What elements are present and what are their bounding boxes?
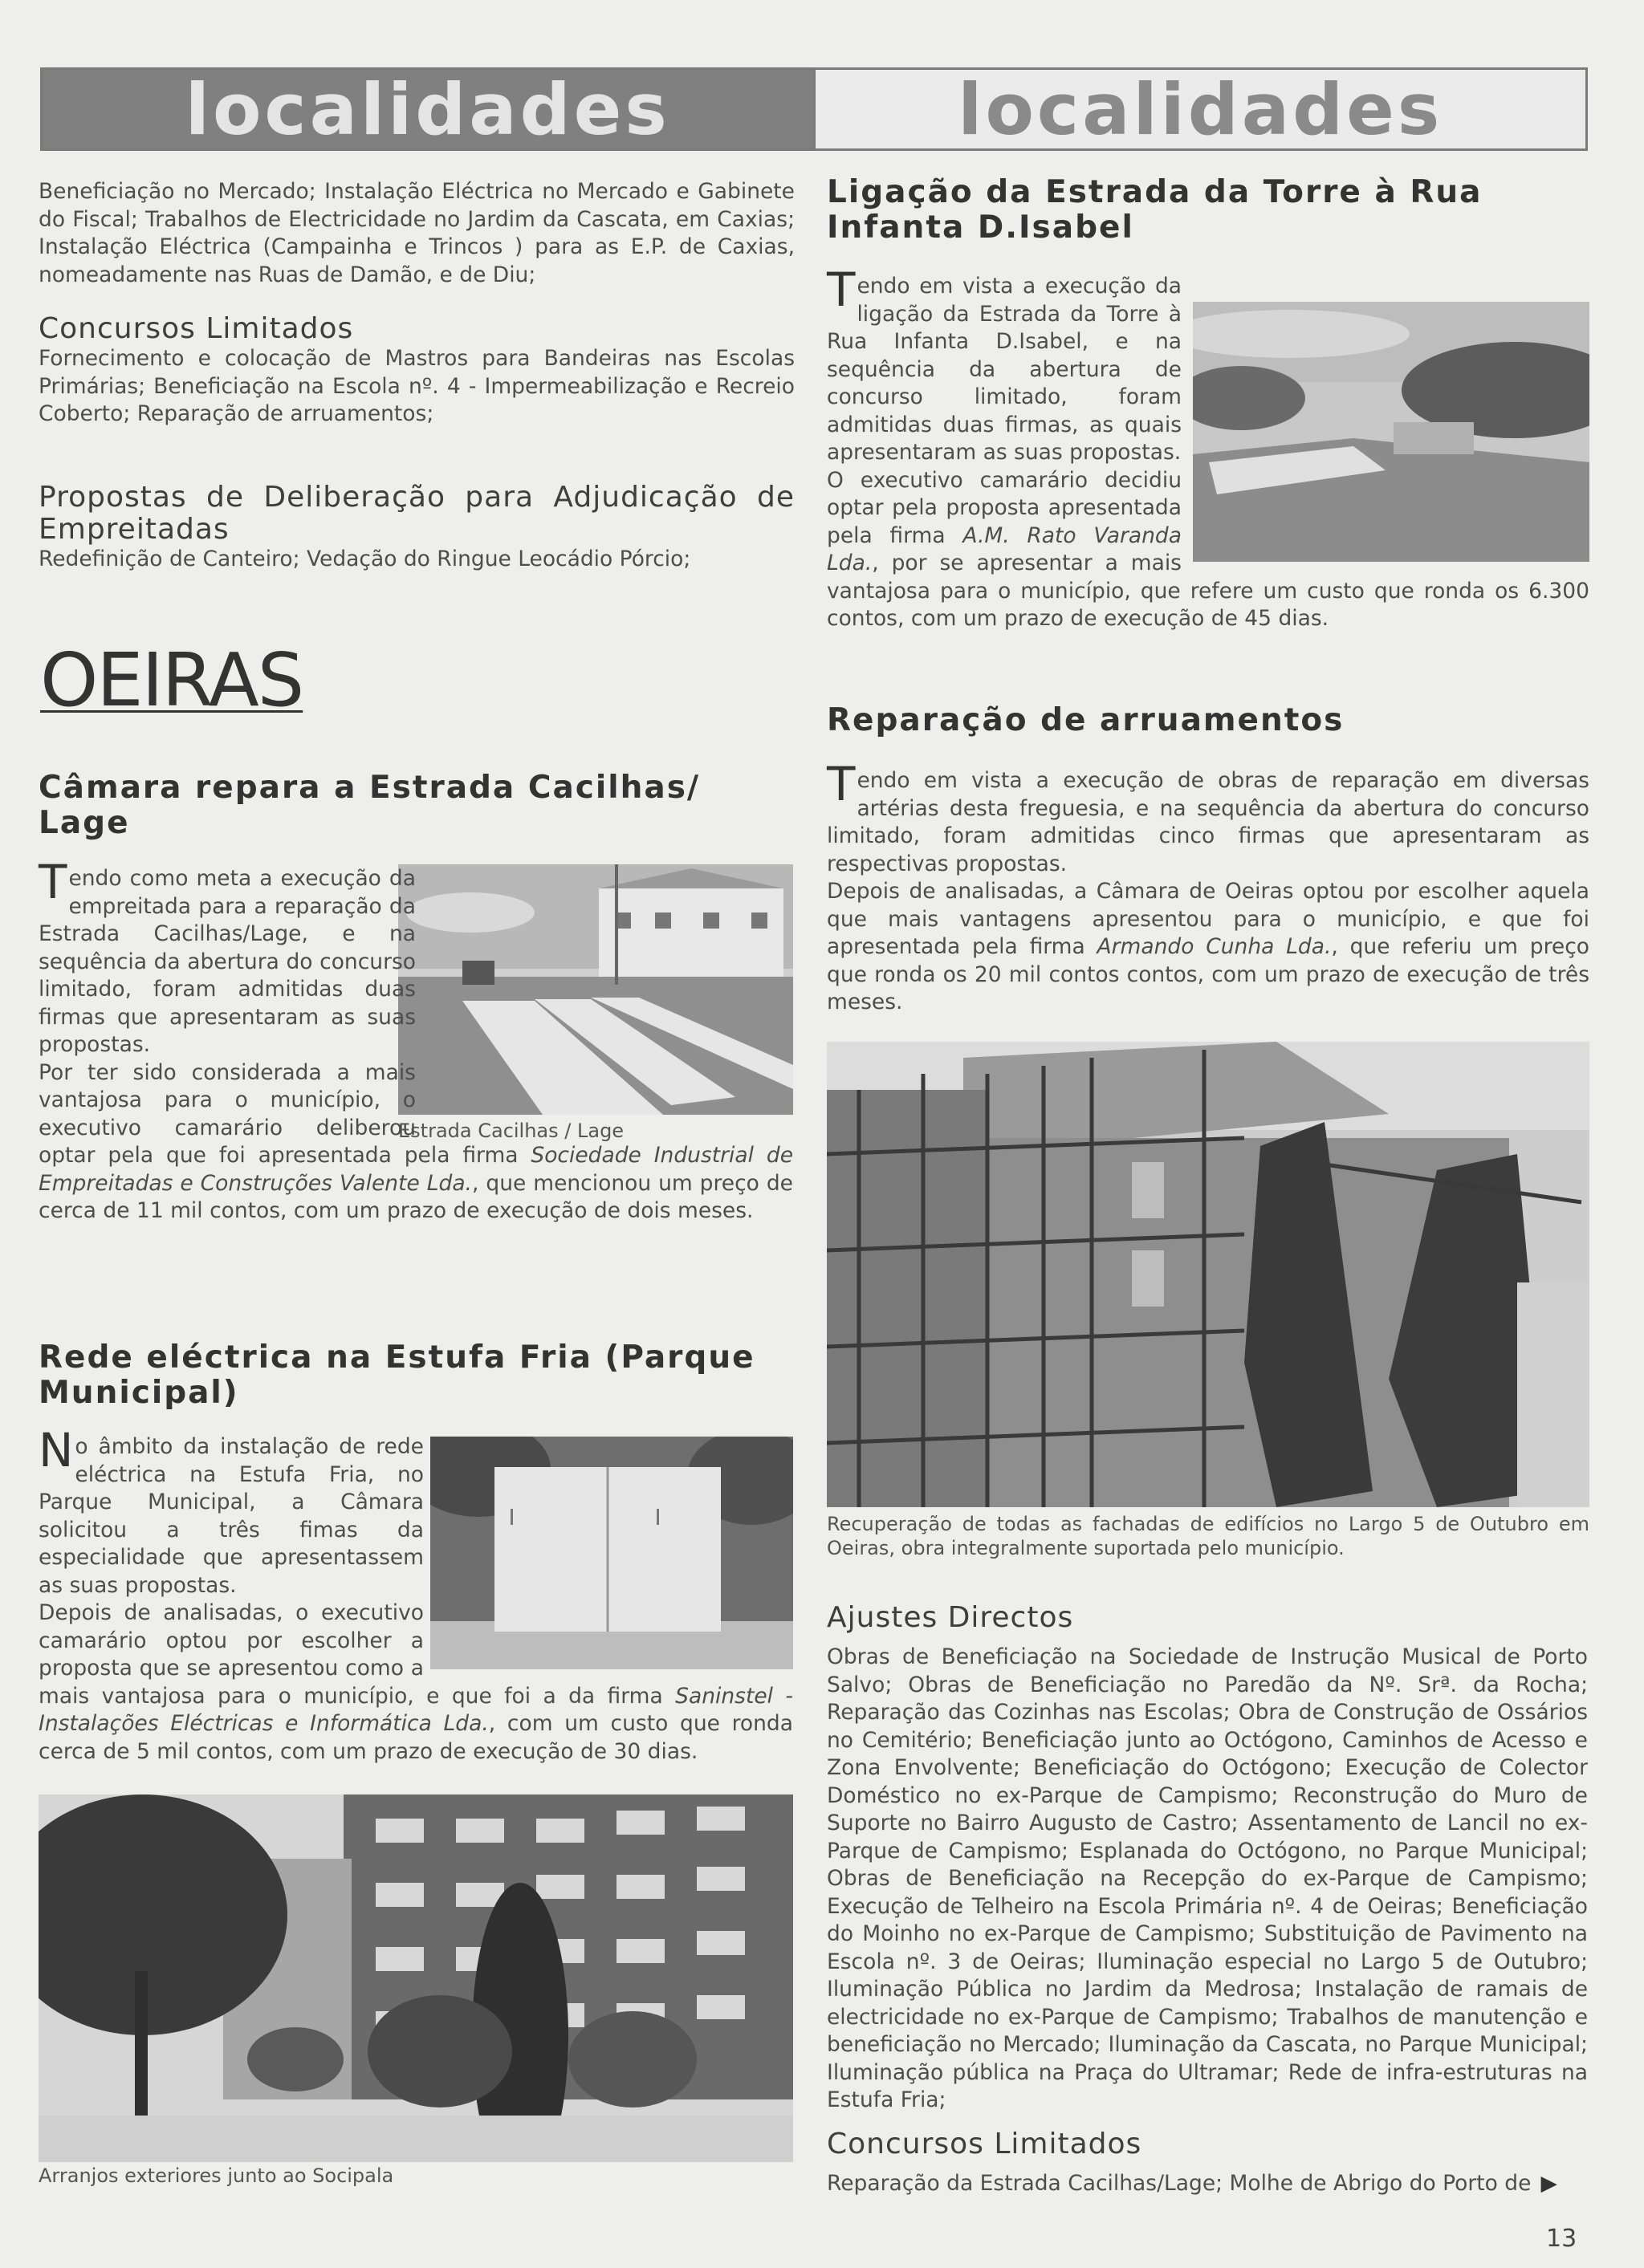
concursos-body-left: Fornecimento e colocação de Mastros para Bandeiras nas Escolas Primárias; Beneficiação na Escola nº. 4 - Impermeabilização e Recreio Coberto; Reparação de arruamentos;: [39, 346, 795, 426]
concursos-body-right: Reparação da Estrada Cacilhas/Lage; Molhe de Abrigo do Porto de ▶: [827, 2170, 1622, 2198]
ajustes-heading: Ajustes Directos: [827, 1601, 1074, 1634]
ligacao-article-body: T endo em vista a execução da ligação da Estrada da Torre à Rua Infanta D.Isabel, e na sequência da abertura de concurso limitado, foram admitidas duas firmas, as quais apresentaram as suas propostas. O executivo camarário decidiu optar pela proposta apresentada pela firma A.M. Rato Varanda Lda., por se apresentar a mais vantajosa para o município, que refere um custo que ronda os 6.300 contos, com um prazo de execução de 45 dias.: [827, 262, 1589, 631]
right-triangle-arrow-icon: ▶: [1540, 2171, 1557, 2196]
oeiras-section-title: OEIRAS: [40, 637, 303, 723]
reparacao-article-body: T endo em vista a execução de obras de reparação em diversas artérias desta freguesia, e na sequência da abertura do concurso limitado, foram admitidas cinco firmas que apresentaram as respectivas propostas. Depois de analisadas, a Câmara de Oeiras optou por escolher aquela que mais vantagens apresentou para o município, e que foi apresentada pela firma Armando Cunha Lda., que referiu um preço que ronda os 20 mil contos contos, com um prazo de execução de três meses.: [827, 757, 1589, 1014]
banner-right-title: localidades: [816, 70, 1586, 148]
rede-article-body: N o âmbito da instalação de rede eléctrica na Estufa Fria, no Parque Municipal, a Câmara solicitou a três fimas da especialidade que apresentassem as suas propostas. Depois de analisadas, o executivo camarário optou por escolher a proposta que se apresentou como a mais vantajosa para o município, e que foi a da firma Saninstel - Instalações Eléctricas e Informática Lda., com um custo que ronda cerca de 5 mil contos, com um prazo de execução de 30 dias.: [39, 1423, 793, 1764]
banner-left-title: localidades: [43, 70, 816, 148]
propostas-heading: Propostas de Deliberação para Adjudicação de Empreitadas: [39, 481, 795, 546]
rede-firm-name: Saninstel - Instalações Eléctricas e Informática Lda.: [39, 1683, 793, 1736]
propostas-body: Redefinição de Canteiro; Vedação do Ringue Leocádio Pórcio;: [39, 547, 691, 571]
page-number: 13: [1546, 2225, 1577, 2253]
section-banner: [40, 67, 1588, 151]
caption-estrada-cacilhas: Estrada Cacilhas / Lage: [398, 1120, 625, 1142]
reparacao-dropcap: T: [827, 757, 856, 811]
caption-fachadas-largo: Recuperação de todas as fachadas de edifícios no Largo 5 de Outubro em Oeiras, obra integralmente suportada pelo município.: [827, 1513, 1589, 1559]
caption-socipala: Arranjos exteriores junto ao Socipala: [39, 2164, 394, 2187]
camara-article-body: T endo como meta a execução da empreitada para a reparação da Estrada Cacilhas/Lage, e na sequência da abertura do concurso limitado, foram admitidas duas firmas que apresentaram as suas propostas. Por ter sido considerada a mais vantajosa para o município, o executivo camarário deliberou optar pela que foi apresentada pela firma Sociedade Industrial de Empreitadas e Construções Valente Lda., que mencionou um preço de cerca de 11 mil contos, com um prazo de execução de dois meses.: [39, 855, 793, 1223]
ligacao-dropcap: T: [827, 262, 856, 317]
concursos-heading-right: Concursos Limitados: [827, 2128, 1142, 2160]
intro-paragraph: Beneficiação no Mercado; Instalação Eléctrica no Mercado e Gabinete do Fiscal; Trabalhos de Electricidade no Jardim da Cascata, em Caxias; Instalação Eléctrica (Campainha e Trincos ) para as E.P. de Caxias, nomeadamente nas Ruas de Damão, e de Diu;: [39, 179, 795, 287]
concursos-heading-left: Concursos Limitados: [39, 312, 354, 345]
ligacao-headline: Ligação da Estrada da Torre à Rua Infanta D.Isabel: [827, 174, 1483, 246]
camara-dropcap: T: [39, 855, 67, 909]
rede-headline: Rede eléctrica na Estufa Fria (Parque Municipal): [39, 1339, 755, 1411]
ligacao-firm-name: A.M. Rato Varanda Lda.: [827, 522, 1182, 575]
photo-fachadas-largo: [827, 1042, 1589, 1507]
camara-firm-name: Sociedade Industrial de Empreitadas e Construções Valente Lda.: [39, 1143, 793, 1196]
camara-headline: Câmara repara a Estrada Cacilhas/ Lage: [39, 770, 701, 841]
reparacao-firm-name: Armando Cunha Lda.: [1097, 934, 1332, 959]
photo-socipala: [39, 1794, 793, 2162]
ajustes-body: Obras de Beneficiação na Sociedade de Instrução Musical de Porto Salvo; Obras de Beneficiação no Paredão da Nº. Srª. da Rocha; Reparação das Cozinhas nas Escolas; Obra de Construção de Ossários no Cemitério; Beneficiação junto ao Octógono, Caminhos de Acesso e Zona Envolvente; Beneficiação do Octógono; Execução de Colector Doméstico no ex-Parque de Campismo; Reconstrução do Muro de Suporte no Bairro Augusto de Castro; Assentamento de Lancil no ex-Parque de Campismo; Esplanada do Octógono, no Parque Municipal; Obras de Beneficiação na Recepção do ex-Parque de Campismo; Execução de Telheiro na Escola Primária nº. 4 de Oeiras; Beneficiação do Moinho no ex-Parque de Campismo; Substituição de Pavimento na Escola nº. 3 de Oeiras; Iluminação especial no Largo 5 de Outubro; Iluminação Pública no Jardim da Medrosa; Instalação de ramais de electricidade no ex-Parque de Campismo; Trabalhos de manutenção e beneficiação no Mercado; Iluminação da Cascata, no Parque Municipal; Iluminação pública na Praça do Ultramar; Rede de infra-estruturas na Estufa Fria;: [827, 1644, 1588, 2112]
rede-dropcap: N: [39, 1423, 74, 1477]
reparacao-headline: Reparação de arruamentos: [827, 702, 1345, 738]
